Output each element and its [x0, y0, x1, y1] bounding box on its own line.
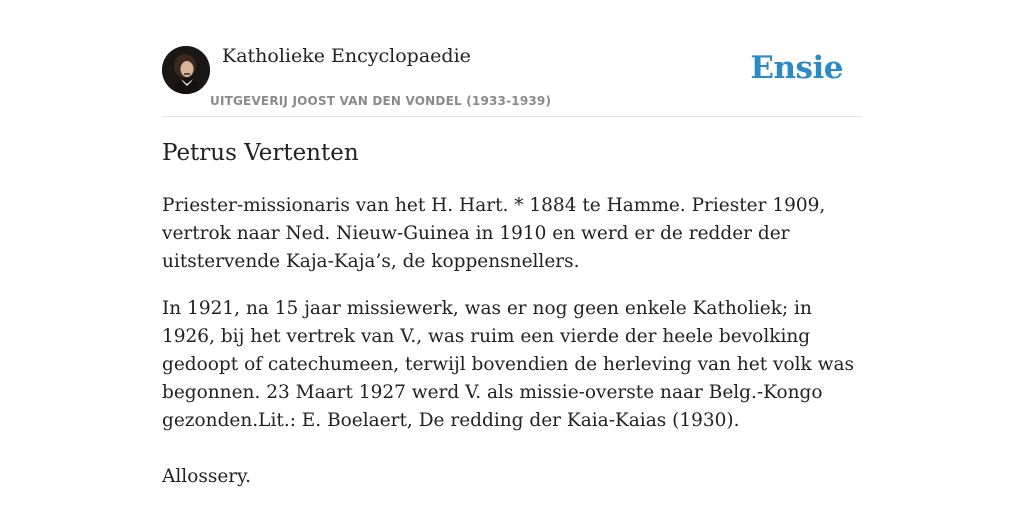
portrait-icon [162, 46, 210, 94]
page [162, 0, 862, 487]
portrait-avatar[interactable] [162, 46, 210, 94]
article-paragraph: Priester-missionaris van het H. Hart. * 1884 te Hamme. Priester 1909, vertrok naar Ned. Nieuw-Guinea in 1910 en werd er de redder der uitstervende Kaja-Kaja’s, de koppensnellers. [162, 195, 826, 272]
publisher-label: UITGEVERIJ JOOST VAN DEN VONDEL (1933-1939) [210, 94, 552, 108]
article-title: Petrus Vertenten [162, 140, 359, 166]
article-paragraph: In 1921, na 15 jaar missiewerk, was er nog geen enkele Katholiek; in 1926, bij het vertrek van V., was ruim een vierde der heele bevolking gedoopt of catechumeen, terwijl bovendien de herleving van het volk was begonnen. 23 Maart 1927 werd V. als missie-overste naar Belg.-Kongo gezonden.Lit.: E. Boelaert, De redding der Kaia-Kaias (1930). [162, 298, 854, 431]
brand-logo[interactable]: Ensie [750, 50, 843, 86]
site-header [162, 0, 862, 117]
site-title[interactable]: Katholieke Encyclopaedie [222, 45, 471, 67]
article-author: Allossery. [162, 466, 251, 487]
